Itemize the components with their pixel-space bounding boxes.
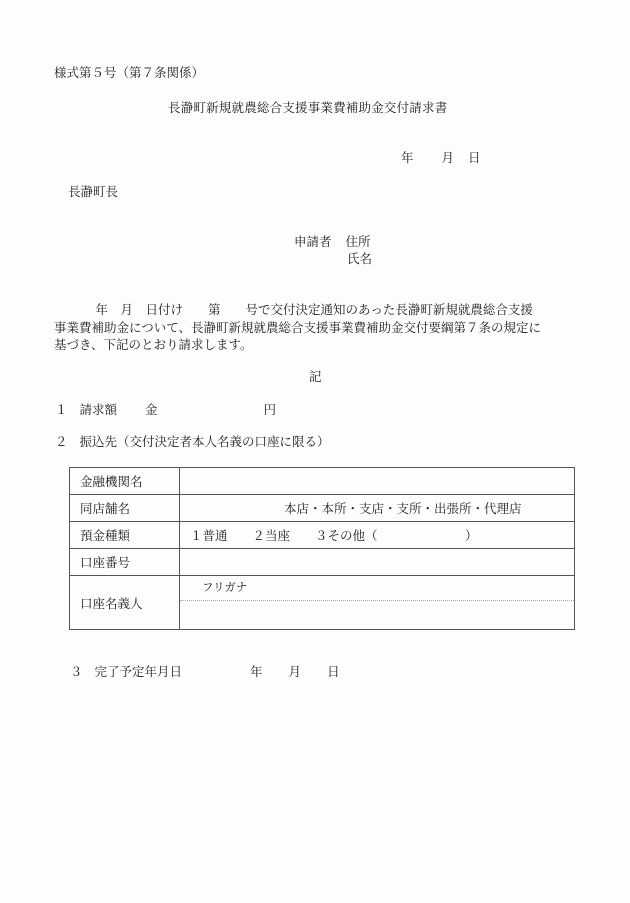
- account-holder-cell: [180, 576, 575, 630]
- furigana-field[interactable]: [180, 576, 574, 601]
- branch-type-options[interactable]: 本店・本所・支店・支所・出張所・代理店: [284, 501, 522, 516]
- table-row: [70, 495, 575, 522]
- date-day: 日: [468, 150, 481, 165]
- completion-day: 日: [327, 664, 340, 679]
- body-line-1: 年 月 日付け 第 号で交付決定通知のあった長瀞町新規就農総合支援: [54, 302, 533, 317]
- applicant-address-label: 住所: [345, 234, 371, 249]
- item1-suffix: 円: [263, 402, 277, 417]
- item2-label: 振込先（交付決定者本人名義の口座に限る）: [79, 434, 330, 449]
- date-year: 年: [401, 150, 414, 165]
- applicant-label: 申請者: [294, 234, 332, 249]
- completion-month: 月: [288, 664, 302, 679]
- deposit-type-label: 預金種類: [70, 522, 180, 549]
- applicant-block: [294, 236, 371, 249]
- bank-name-label: 金融機関名: [70, 468, 180, 495]
- account-holder-name-field[interactable]: [180, 601, 574, 629]
- item3-label: 完了予定年月日: [94, 664, 183, 679]
- submission-date: [401, 152, 481, 165]
- item-completion-date: [70, 666, 340, 679]
- table-row: [70, 522, 575, 549]
- account-holder-label: 口座名義人: [70, 576, 180, 630]
- applicant-name-label: 氏名: [347, 251, 373, 266]
- table-row: [70, 468, 575, 495]
- branch-type-field[interactable]: [180, 495, 575, 522]
- completion-year: 年: [250, 664, 263, 679]
- item1-label: 請求額: [79, 402, 118, 417]
- account-number-field[interactable]: [180, 549, 575, 576]
- item-request-amount: [55, 404, 276, 417]
- bank-account-table: [69, 467, 575, 630]
- deposit-type-field[interactable]: [180, 522, 575, 549]
- date-month: 月: [441, 150, 455, 165]
- table-row: [70, 549, 575, 576]
- request-body-text: [54, 301, 584, 354]
- item1-number: １: [55, 402, 68, 417]
- item3-number: ３: [70, 664, 83, 679]
- form-number: 様式第５号（第７条関係）: [54, 65, 205, 80]
- branch-name-label: 同店舗名: [70, 495, 180, 522]
- item1-prefix: 金: [145, 402, 158, 417]
- ki-heading: 記: [309, 369, 322, 384]
- table-row: [70, 576, 575, 630]
- furigana-label: フリガナ: [202, 580, 248, 594]
- document-title: 長瀞町新規就農総合支援事業費補助金交付請求書: [168, 100, 448, 115]
- item-transfer-destination: [55, 436, 330, 449]
- bank-name-field[interactable]: [180, 468, 575, 495]
- item2-number: ２: [55, 434, 68, 449]
- body-line-3: 基づき、下記のとおり請求します。: [54, 337, 253, 352]
- account-number-label: 口座番号: [70, 549, 180, 576]
- body-line-2: 事業費補助金について、長瀞町新規就農総合支援事業費補助金交付要綱第７条の規定に: [54, 319, 542, 335]
- deposit-type-options[interactable]: １普通 ２当座 ３その他（ ）: [190, 528, 478, 543]
- addressee: 長瀞町長: [68, 184, 119, 199]
